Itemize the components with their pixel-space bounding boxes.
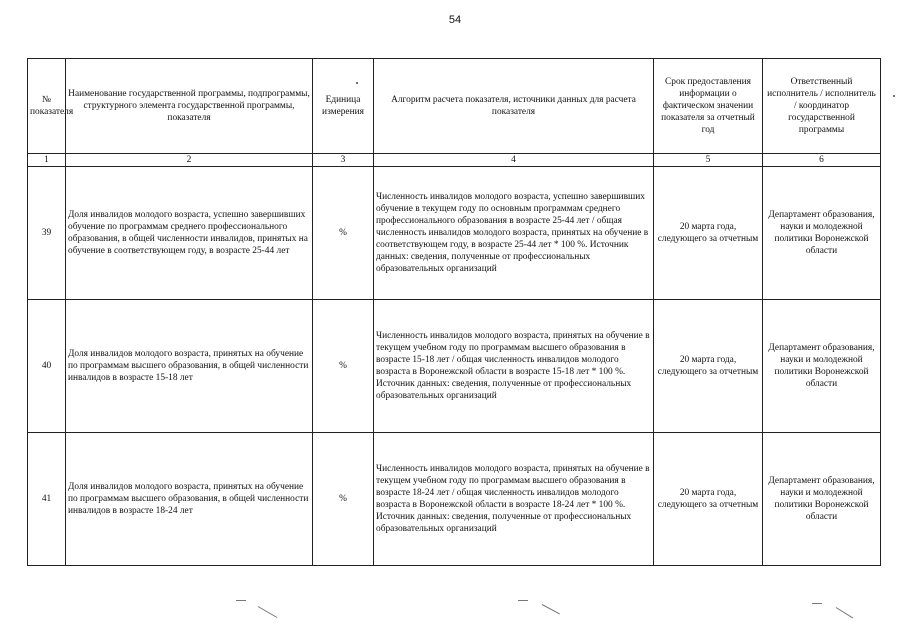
indicator-name: Доля инвалидов молодого возраста, принятых на обучение по программам высшего образования, в общей численности инвалидов в возрасте 18-24 лет <box>66 433 313 566</box>
column-number: 3 <box>313 154 374 167</box>
indicator-unit: % <box>313 433 374 566</box>
indicator-deadline: 20 марта года, следующего за отчетным <box>654 167 763 300</box>
header-algorithm: Алгоритм расчета показателя, источники данных для расчета показателя <box>374 59 654 154</box>
column-number: 6 <box>763 154 881 167</box>
header-deadline: Срок предоставления информации о фактическом значении показателя за отчетный год <box>654 59 763 154</box>
table-header-row <box>28 59 881 154</box>
page-number: 54 <box>448 14 462 26</box>
indicator-algorithm: Численность инвалидов молодого возраста, принятых на обучение в текущем учебном году по программам высшего образования в возрасте 15-18 лет / общая численность инвалидов молодого возраста в Воронежской области в возрасте 15-18 лет * 100 %. Источник данных: сведения, полученные от профессиональных образовательных организаций <box>374 300 654 433</box>
indicator-unit: % <box>313 167 374 300</box>
scan-dot <box>356 82 358 84</box>
indicator-algorithm: Численность инвалидов молодого возраста, принятых на обучение в текущем учебном году по программам высшего образования в возрасте 18-24 лет / общая численность инвалидов молодого возраста в Воронежской области в возрасте 18-24 лет * 100 %. Источник данных: сведения, полученные от профессиональных образовательных организаций <box>374 433 654 566</box>
scan-mark <box>812 603 822 604</box>
table-row <box>28 167 881 300</box>
table-row <box>28 300 881 433</box>
column-number: 4 <box>374 154 654 167</box>
indicator-number: 41 <box>28 433 66 566</box>
indicators-table <box>27 58 881 566</box>
table-row <box>28 433 881 566</box>
header-unit: Единица измерения <box>313 59 374 154</box>
column-number: 5 <box>654 154 763 167</box>
indicator-deadline: 20 марта года, следующего за отчетным <box>654 300 763 433</box>
indicator-responsible: Департамент образования, науки и молодежной политики Воронежской области <box>763 300 881 433</box>
indicator-number: 40 <box>28 300 66 433</box>
indicator-name: Доля инвалидов молодого возраста, принятых на обучение по программам высшего образования, в общей численности инвалидов в возрасте 15-18 лет <box>66 300 313 433</box>
header-indicator-number: № показателя <box>28 59 66 154</box>
indicator-number: 39 <box>28 167 66 300</box>
header-indicator-name: Наименование государственной программы, подпрограммы, структурного элемента государственной программы, показателя <box>66 59 313 154</box>
scan-mark <box>518 600 528 601</box>
column-number: 1 <box>28 154 66 167</box>
indicator-responsible: Департамент образования, науки и молодежной политики Воронежской области <box>763 433 881 566</box>
scan-mark <box>542 604 560 614</box>
header-responsible: Ответственный исполнитель / исполнитель / координатор государственной программы <box>763 59 881 154</box>
indicator-unit: % <box>313 300 374 433</box>
scan-dot <box>893 95 895 97</box>
indicator-algorithm: Численность инвалидов молодого возраста, успешно завершивших обучение в текущем году по основным программам среднего профессионального образования в возрасте 25-44 лет / общая численность инвалидов молодого возраста, принятых на обучение в соответствующем году, в возрасте 25-44 лет * 100 %. Источник данных: сведения, полученные от профессиональных образовательных организаций <box>374 167 654 300</box>
column-number: 2 <box>66 154 313 167</box>
scan-mark <box>258 606 278 618</box>
scan-mark <box>236 600 246 601</box>
indicator-name: Доля инвалидов молодого возраста, успешно завершивших обучение по программам среднего профессионального образования, в общей численности инвалидов, принятых на обучение в соответствующем году, в возрасте 25-44 лет <box>66 167 313 300</box>
column-number-row <box>28 154 881 167</box>
indicator-responsible: Департамент образования, науки и молодежной политики Воронежской области <box>763 167 881 300</box>
indicator-deadline: 20 марта года, следующего за отчетным <box>654 433 763 566</box>
scan-mark <box>836 607 853 618</box>
